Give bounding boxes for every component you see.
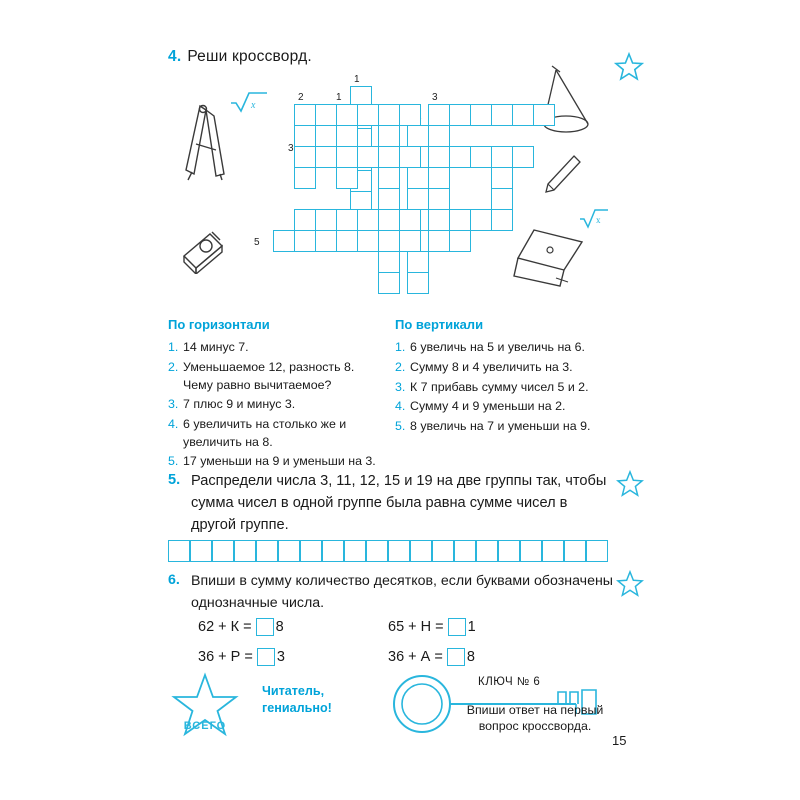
key-instruction-line-1: Впиши ответ на первый [466, 703, 604, 717]
reader-line-1: Читатель, [262, 684, 325, 698]
clue-across-1-number: 1. [168, 340, 179, 355]
key-instruction [455, 702, 615, 734]
task-6-text: Впиши в сумму количество десятков, если буквами обозначены однозначные числа. [191, 573, 613, 611]
equations-block [198, 612, 578, 672]
clue-across-4 [168, 416, 383, 451]
strip-cell[interactable] [388, 540, 410, 562]
clue-down-4 [395, 398, 615, 416]
clue-down-1 [395, 339, 615, 357]
strip-cell[interactable] [322, 540, 344, 562]
clue-across-1 [168, 339, 383, 357]
strip-cell[interactable] [190, 540, 212, 562]
clue-down-5-text: 8 увеличь на 7 и уменьши на 9. [410, 418, 591, 433]
clue-down-4-number: 4. [395, 399, 406, 414]
grid-number-1b: 1 [336, 92, 342, 103]
task-6 [168, 570, 618, 614]
strip-cell[interactable] [168, 540, 190, 562]
key-label: КЛЮЧ № 6 [478, 676, 541, 688]
equation-2-left: 65 + Н = [388, 619, 444, 635]
strip-cell[interactable] [586, 540, 608, 562]
clue-across-2 [168, 359, 383, 394]
clue-down-1-number: 1. [395, 340, 406, 355]
equation-2-input[interactable] [448, 618, 466, 636]
strip-cell[interactable] [234, 540, 256, 562]
strip-cell[interactable] [520, 540, 542, 562]
strip-cell[interactable] [476, 540, 498, 562]
task-4-title: Реши кроссворд. [187, 48, 312, 65]
clue-across-2-text: Уменьшаемое 12, разность 8. Чему равно вычитаемое? [183, 360, 355, 392]
clue-across-4-number: 4. [168, 416, 179, 431]
strip-cell[interactable] [300, 540, 322, 562]
clues-down-title: По вертикали [395, 317, 484, 332]
microscope-illustration [176, 212, 238, 274]
equation-1-digit: 8 [275, 619, 284, 635]
task-6-number: 6. [168, 572, 180, 588]
equation-4-input[interactable] [447, 648, 465, 666]
clue-across-1-text: 14 минус 7. [183, 340, 249, 355]
svg-text:x: x [596, 215, 601, 225]
reader-caption [262, 683, 332, 717]
equation-2 [388, 618, 578, 636]
clues-across-title: По горизонтали [168, 317, 270, 332]
equation-1-left: 62 + К = [198, 619, 252, 635]
clue-across-5 [168, 453, 383, 471]
equation-3-left: 36 + Р = [198, 649, 253, 665]
star-icon-task4 [614, 52, 644, 82]
page-number: 15 [612, 733, 627, 748]
strip-cell[interactable] [344, 540, 366, 562]
equation-1 [198, 618, 388, 636]
clue-down-2-number: 2. [395, 360, 406, 375]
clue-down-5-number: 5. [395, 418, 406, 433]
grid-number-1a: 1 [354, 74, 360, 85]
strip-cell[interactable] [498, 540, 520, 562]
clue-across-3 [168, 396, 383, 414]
clues-across [168, 316, 383, 473]
clue-down-2 [395, 359, 615, 377]
clue-across-3-text: 7 плюс 9 и минус 3. [183, 397, 296, 412]
task-5 [168, 470, 608, 537]
strip-cell[interactable] [542, 540, 564, 562]
equation-3-input[interactable] [257, 648, 275, 666]
star-icon-task6 [616, 570, 644, 598]
clue-across-5-number: 5. [168, 454, 179, 469]
answer-strip[interactable] [168, 540, 608, 562]
clue-down-3 [395, 379, 615, 397]
task-4-heading [168, 48, 588, 66]
clues-down [395, 316, 615, 438]
equation-3 [198, 648, 388, 666]
equation-3-digit: 3 [276, 649, 285, 665]
strip-cell[interactable] [256, 540, 278, 562]
strip-cell[interactable] [454, 540, 476, 562]
star-icon-task5 [616, 470, 644, 498]
task-5-text: Распредели числа 3, 11, 12, 15 и 19 на две группы так, чтобы сумма чисел в одной группе была равна сумме чисел в другой группе. [191, 472, 607, 533]
equation-4 [388, 648, 578, 666]
clue-across-3-number: 3. [168, 397, 179, 412]
svg-text:x: x [251, 100, 256, 111]
total-star-badge [170, 672, 240, 740]
equation-1-input[interactable] [256, 618, 274, 636]
task-5-number: 5. [168, 472, 181, 488]
strip-cell[interactable] [432, 540, 454, 562]
clue-across-4-text: 6 увеличить на столько же и увеличить на 8. [183, 416, 347, 449]
grid-number-3a: 3 [432, 92, 438, 103]
strip-cell[interactable] [278, 540, 300, 562]
grid-number-2a: 2 [298, 92, 304, 103]
strip-cell[interactable] [564, 540, 586, 562]
strip-cell[interactable] [212, 540, 234, 562]
task-4-number: 4. [168, 48, 182, 65]
grid-number-5b: 5 [254, 237, 260, 248]
equation-2-digit: 1 [467, 619, 476, 635]
clue-down-4-text: Сумму 4 и 9 уменьши на 2. [410, 399, 566, 414]
clue-across-5-text: 17 уменьши на 9 и уменьши на 3. [183, 454, 376, 469]
clue-down-1-text: 6 увеличь на 5 и увеличь на 6. [410, 340, 585, 355]
crossword-grid[interactable] [250, 70, 580, 300]
clue-down-3-text: К 7 прибавь сумму чисел 5 и 2. [410, 379, 589, 394]
key-instruction-line-2: вопрос кроссворда. [478, 719, 592, 734]
equation-4-digit: 8 [466, 649, 475, 665]
equation-4-left: 36 + А = [388, 649, 443, 665]
clue-down-5 [395, 418, 615, 436]
grid-number-3b: 3 [288, 143, 294, 154]
clue-across-2-number: 2. [168, 360, 179, 375]
svg-text:ВСЕГО: ВСЕГО [183, 720, 227, 732]
strip-cell[interactable] [410, 540, 432, 562]
reader-line-2: гениально! [262, 701, 332, 715]
strip-cell[interactable] [366, 540, 388, 562]
clue-down-3-number: 3. [395, 379, 406, 394]
clue-down-2-text: Сумму 8 и 4 увеличить на 3. [410, 360, 573, 375]
